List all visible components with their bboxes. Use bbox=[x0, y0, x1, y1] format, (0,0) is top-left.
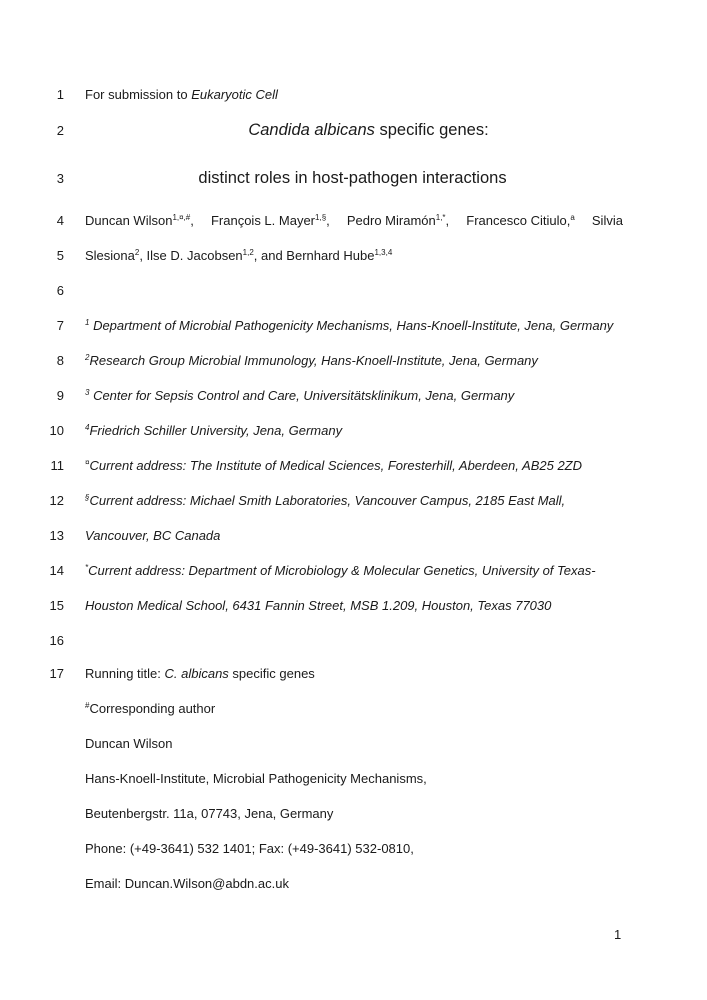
corresponding-institute: Hans-Knoell-Institute, Microbial Pathogenicity Mechanisms, bbox=[85, 771, 427, 786]
corresponding-email-line bbox=[0, 876, 707, 896]
line-15 bbox=[0, 598, 707, 618]
author: Duncan Wilson$^{1,¤,\#}$, bbox=[85, 213, 194, 228]
line-17 bbox=[0, 666, 707, 686]
corresponding-name-line bbox=[0, 736, 707, 756]
affiliation: $^2$Research Group Microbial Immunology, Hans-Knoell-Institute, Jena, Germany bbox=[85, 353, 538, 368]
line-11 bbox=[0, 458, 707, 478]
running-title: Running title: C. albicans specific genes bbox=[85, 666, 315, 681]
page-number: 1 bbox=[614, 927, 622, 942]
line-12 bbox=[0, 493, 707, 513]
author: Silvia bbox=[591, 213, 623, 228]
line-8 bbox=[0, 353, 707, 373]
line-number: 10 bbox=[49, 423, 64, 438]
corresponding-phone: Phone: (+49-3641) 532 1401; Fax: (+49-3641) 532-0810, bbox=[85, 841, 414, 856]
line-number: 11 bbox=[50, 458, 64, 473]
current-address: §Current address: Michael Smith Laboratories, Vancouver Campus, 2185 East Mall, bbox=[85, 493, 566, 508]
line-10 bbox=[0, 423, 707, 443]
title-line-2: distinct roles in host-pathogen interactions bbox=[198, 169, 507, 187]
line-number: 7 bbox=[56, 318, 64, 333]
corresponding-label: #Corresponding author bbox=[85, 701, 216, 716]
title-line-1: Candida albicans specific genes: bbox=[248, 121, 489, 139]
corresponding-name: Duncan Wilson bbox=[85, 736, 173, 751]
corresponding-phone-line bbox=[0, 841, 707, 861]
line-number: 13 bbox=[49, 528, 64, 543]
line-number: 4 bbox=[56, 213, 64, 228]
line-3 bbox=[0, 171, 707, 191]
line-number: 15 bbox=[49, 598, 64, 613]
line-number: 9 bbox=[56, 388, 64, 403]
line-number: 2 bbox=[56, 123, 64, 138]
line-1 bbox=[0, 87, 707, 107]
corresponding-address: Beutenbergstr. 11a, 07743, Jena, Germany bbox=[85, 806, 334, 821]
line-number: 14 bbox=[49, 563, 64, 578]
line-5 bbox=[0, 248, 707, 268]
line-4 bbox=[0, 213, 707, 233]
corresponding-email: Email: Duncan.Wilson@abdn.ac.uk bbox=[85, 876, 289, 891]
current-address: *Current address: Department of Microbiology & Molecular Genetics, University of Texas- bbox=[85, 563, 596, 578]
journal-name: Eukaryotic Cell bbox=[191, 87, 278, 102]
line-number: 8 bbox=[56, 353, 64, 368]
current-address-cont: Houston Medical School, 6431 Fannin Street, MSB 1.209, Houston, Texas 77030 bbox=[85, 598, 552, 613]
line-7 bbox=[0, 318, 707, 338]
line-14 bbox=[0, 563, 707, 583]
author: Francesco Citiulo,$^a$ bbox=[466, 213, 575, 228]
line-number: 3 bbox=[56, 171, 64, 186]
corresponding-institute-line bbox=[0, 771, 707, 791]
affiliation: $^1$ Department of Microbial Pathogenicity Mechanisms, Hans-Knoell-Institute, Jena, Germany bbox=[85, 318, 614, 333]
line-number: 6 bbox=[56, 283, 64, 298]
line-number: 5 bbox=[56, 248, 64, 263]
line-9 bbox=[0, 388, 707, 408]
line-number: 1 bbox=[56, 87, 64, 102]
line-13 bbox=[0, 528, 707, 548]
author: Pedro Miramón$^{1,*}$, bbox=[346, 213, 450, 228]
affiliation: $^4$Friedrich Schiller University, Jena, Germany bbox=[85, 423, 343, 438]
current-address: ¤Current address: The Institute of Medical Sciences, Foresterhill, Aberdeen, AB25 2ZD bbox=[85, 458, 582, 473]
line-number: 16 bbox=[49, 633, 64, 648]
submission-note: For submission to Eukaryotic Cell bbox=[85, 87, 278, 102]
corresponding-address-line bbox=[0, 806, 707, 826]
line-number: 17 bbox=[49, 666, 64, 681]
affiliation: $^3$ Center for Sepsis Control and Care, Universitätsklinikum, Jena, Germany bbox=[85, 388, 515, 403]
author: François L. Mayer$^{1,\S}$, bbox=[210, 213, 330, 228]
line-2 bbox=[0, 123, 707, 143]
line-16 bbox=[0, 633, 707, 653]
corresponding-label-line bbox=[0, 701, 707, 721]
authors-line-2: Slesiona$^2$, Ilse D. Jacobsen$^{1,2}$, and Bernhard Hube$^{1,3,4}$ bbox=[85, 248, 393, 263]
authors-line-1 bbox=[85, 213, 623, 228]
line-6 bbox=[0, 283, 707, 303]
line-number: 12 bbox=[49, 493, 64, 508]
current-address-cont: Vancouver, BC Canada bbox=[85, 528, 221, 543]
